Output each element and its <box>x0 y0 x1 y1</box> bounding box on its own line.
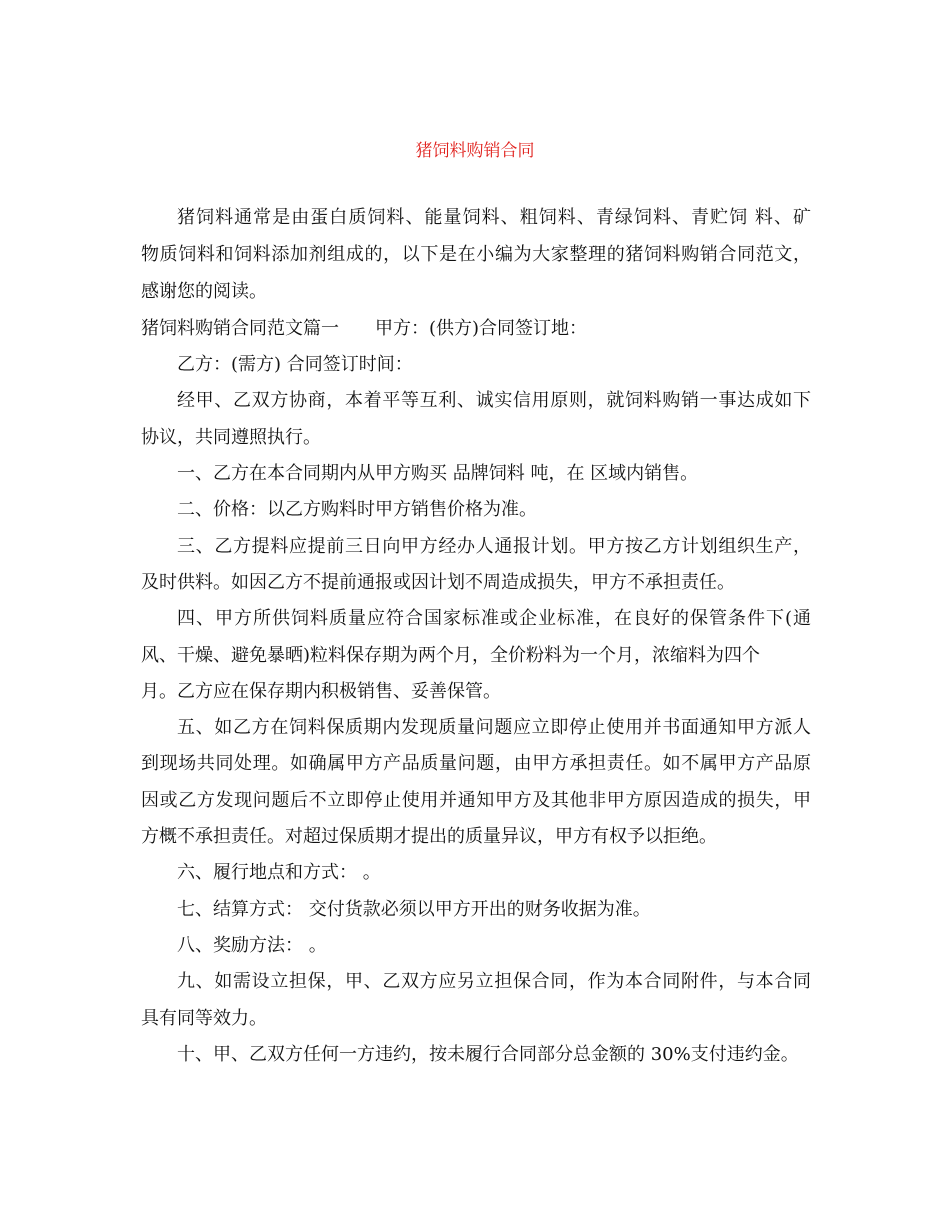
paragraph-line: 十、甲、乙双方任何一方违约，按未履行合同部分总金额的 30%支付违约金。 <box>177 1044 799 1065</box>
paragraph-line: 一、乙方在本合同期内从甲方购买 品牌饲料 吨，在 区域内销售。 <box>177 463 699 484</box>
paragraph-line: 感谢您的阅读。 <box>141 281 267 302</box>
paragraph-line: 因或乙方发现问题后不立即停止使用并通知甲方及其他非甲方原因造成的损失，甲 <box>141 790 811 811</box>
paragraph-line: 四、甲方所供饲料质量应符合国家标准或企业标准，在良好的保管条件下(通 <box>177 608 811 629</box>
paragraph-line: 五、如乙方在饲料保质期内发现质量问题应立即停止使用并书面通知甲方派人 <box>177 717 811 738</box>
paragraph-line: 月。乙方应在保存期内积极销售、妥善保管。 <box>141 681 501 702</box>
paragraph-line: 八、奖励方法： 。 <box>177 935 327 956</box>
paragraph-line: 六、履行地点和方式： 。 <box>177 862 381 883</box>
paragraph-line: 七、结算方式： 交付货款必须以甲方开出的财务收据为准。 <box>177 899 651 920</box>
paragraph-line: 猪饲料购销合同范文篇一 甲方：(供方)合同签订地： <box>141 318 588 339</box>
paragraph-line: 乙方：(需方) 合同签订时间： <box>177 354 413 375</box>
paragraph-line: 方概不承担责任。对超过保质期才提出的质量异议，甲方有权予以拒绝。 <box>141 826 717 847</box>
paragraph-line: 九、如需设立担保，甲、乙双方应另立担保合同，作为本合同附件，与本合同 <box>177 971 811 992</box>
document-title: 猪饲料购销合同 <box>415 141 535 161</box>
paragraph-line: 二、价格：以乙方购料时甲方销售价格为准。 <box>177 499 537 520</box>
paragraph-line: 风、干燥、避免暴晒)粒料保存期为两个月，全价粉料为一个月，浓缩料为四个 <box>141 645 761 666</box>
paragraph-line: 经甲、乙双方协商，本着平等互利、诚实信用原则，就饲料购销一事达成如下 <box>177 390 811 411</box>
paragraph-line: 协议，共同遵照执行。 <box>141 427 321 448</box>
paragraph-line: 物质饲料和饲料添加剂组成的，以下是在小编为大家整理的猪饲料购销合同范文， <box>141 244 811 265</box>
paragraph-line: 三、乙方提料应提前三日向甲方经办人通报计划。甲方按乙方计划组织生产， <box>177 536 811 557</box>
paragraph-line: 及时供料。如因乙方不提前通报或因计划不周造成损失，甲方不承担责任。 <box>141 572 735 593</box>
paragraph-line: 具有同等效力。 <box>141 1008 267 1029</box>
paragraph-line: 到现场共同处理。如确属甲方产品质量问题，由甲方承担责任。如不属甲方产品原 <box>141 753 811 774</box>
paragraph-line: 猪饲料通常是由蛋白质饲料、能量饲料、粗饲料、青绿饲料、青贮饲 料、矿 <box>177 207 811 228</box>
